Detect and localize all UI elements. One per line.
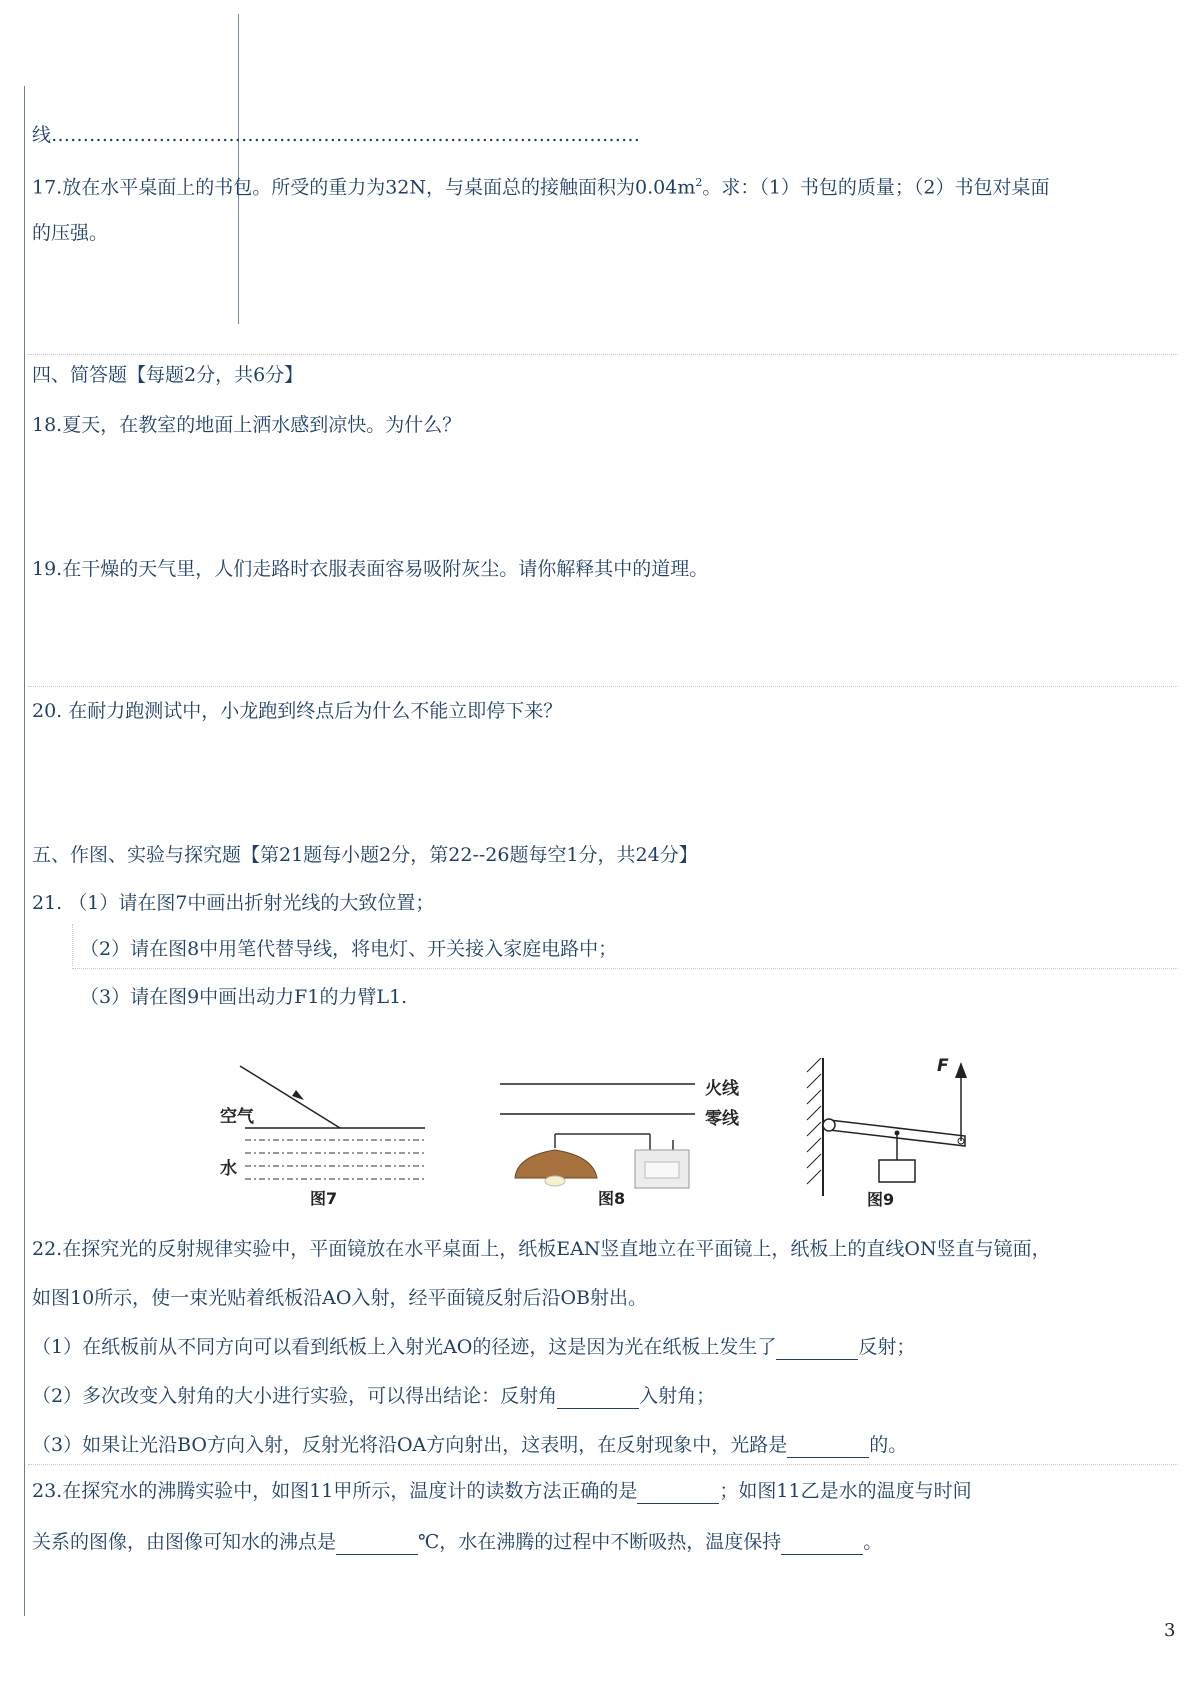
question-17-line2: 的压强。 xyxy=(32,222,109,244)
section-5-heading: 五、作图、实验与探究题【第21题每小题2分，第22--26题每空1分，共24分】 xyxy=(32,844,698,866)
label-live-wire: 火线 xyxy=(705,1079,739,1099)
caption-figure-8: 图8 xyxy=(598,1189,626,1208)
label-air: 空气 xyxy=(220,1107,254,1127)
section-4-heading: 四、简答题【每题2分，共6分】 xyxy=(32,364,304,386)
answer-blank[interactable] xyxy=(776,1339,858,1360)
divider xyxy=(28,354,1178,355)
divider xyxy=(28,1464,1178,1465)
question-22-line2: 如图10所示，使一束光贴着纸板沿AO入射，经平面镜反射后沿OB射出。 xyxy=(32,1287,648,1309)
question-22-line1: 22.在探究光的反射规律实验中，平面镜放在水平桌面上，纸板EAN竖直地立在平面镜上，纸板上的直线ON竖直与镜面， xyxy=(32,1238,1051,1260)
lamp-shade xyxy=(515,1150,597,1178)
answer-blank[interactable] xyxy=(557,1388,639,1409)
question-22-sub3: （3）如果让光沿BO方向入射，反射光将沿OA方向射出，这表明，在反射现象中，光路是 的。 xyxy=(32,1434,908,1456)
answer-blank[interactable] xyxy=(637,1483,719,1504)
question-18: 18.夏天，在教室的地面上洒水感到凉快。为什么？ xyxy=(32,414,462,436)
divider xyxy=(28,686,1178,687)
question-17: 17.放在水平桌面上的书包。所受的重力为32N，与桌面总的接触面积为$0.04m^2$。求：（1）书包的质量；（2）书包对桌面 xyxy=(32,176,1050,199)
question-21-part3: （3）请在图9中画出动力F1的力臂L1. xyxy=(80,986,408,1008)
light-bulb xyxy=(545,1176,565,1186)
answer-blank[interactable] xyxy=(781,1534,863,1555)
question-20: 20. 在耐力跑测试中，小龙跑到终点后为什么不能立即停下来？ xyxy=(32,700,563,722)
label-water: 水 xyxy=(220,1159,237,1179)
divider xyxy=(72,924,73,966)
question-21-part2: （2）请在图8中用笔代替导线，将电灯、开关接入家庭电路中； xyxy=(80,938,618,960)
question-19: 19.在干燥的天气里，人们走路时衣服表面容易吸附灰尘。请你解释其中的道理。 xyxy=(32,558,709,580)
answer-blank[interactable] xyxy=(336,1534,418,1555)
weight-block xyxy=(879,1160,915,1182)
margin-cut-line: 线………………………………………………………………………………… xyxy=(32,124,641,146)
divider xyxy=(72,968,1178,969)
question-23-line1: 23.在探究水的沸腾实验中，如图11甲所示，温度计的读数方法正确的是 ；如图11乙是水的温度与时间 xyxy=(32,1480,972,1502)
label-neutral-wire: 零线 xyxy=(705,1109,739,1129)
incident-ray xyxy=(240,1066,340,1128)
caption-figure-9: 图9 xyxy=(867,1190,895,1209)
figure-8 xyxy=(495,1058,765,1208)
page-number: 3 xyxy=(1164,1620,1176,1641)
caption-figure-7: 图7 xyxy=(310,1189,338,1208)
question-23-line2: 关系的图像，由图像可知水的沸点是 ℃，水在沸腾的过程中不断吸热，温度保持 。 xyxy=(32,1531,883,1553)
figure-9-drawing xyxy=(805,1056,985,1211)
figure-7 xyxy=(200,1058,430,1208)
question-21-part1: 21. （1）请在图7中画出折射光线的大致位置； xyxy=(32,892,435,914)
pivot xyxy=(823,1119,835,1131)
margin-label: 线 xyxy=(32,124,52,146)
binding-line-secondary xyxy=(238,14,239,324)
answer-blank[interactable] xyxy=(787,1437,869,1458)
switch-panel xyxy=(645,1162,679,1178)
force-arrow xyxy=(955,1062,967,1078)
label-force: F xyxy=(937,1056,949,1076)
question-22-sub2: （2）多次改变入射角的大小进行实验，可以得出结论：反射角 入射角； xyxy=(32,1385,716,1407)
binding-line xyxy=(24,86,25,1616)
question-22-sub1: （1）在纸板前从不同方向可以看到纸板上入射光AO的径迹，这是因为光在纸板上发生了 反射； xyxy=(32,1336,916,1358)
figure-9 xyxy=(805,1056,985,1211)
